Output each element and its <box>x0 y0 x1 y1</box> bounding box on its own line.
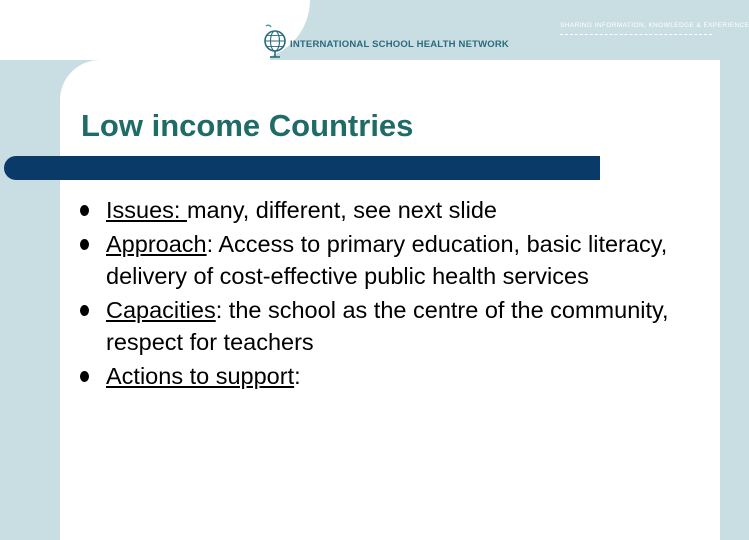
bullet-item-capacities <box>80 294 700 358</box>
bullet-icon <box>80 371 89 382</box>
bullet-text: : the school as the centre of the community, respect for teachers <box>106 297 669 355</box>
bullet-icon <box>80 205 89 216</box>
organization-name: INTERNATIONAL SCHOOL HEALTH NETWORK <box>290 38 509 50</box>
bullet-label: Actions to support <box>106 363 295 389</box>
title-bar <box>4 156 600 180</box>
tagline: SHARING INFORMATION, KNOWLEDGE & EXPERIENCE <box>560 22 749 29</box>
bullet-item-approach <box>80 228 700 292</box>
network-logo <box>262 20 509 64</box>
bullet-label: Issues: <box>106 197 187 223</box>
bullet-text: : <box>294 363 301 389</box>
slide-title: Low income Countries <box>81 108 414 143</box>
bullet-label: Capacities <box>106 297 216 323</box>
bullet-label: Approach <box>106 231 207 257</box>
bullet-item-issues <box>80 194 700 226</box>
bullet-list <box>80 194 700 394</box>
tagline-divider <box>560 34 712 35</box>
bullet-text: : Access to primary education, basic literacy, delivery of cost-effective public health services <box>106 231 668 289</box>
bullet-icon <box>80 239 89 250</box>
bullet-text: many, different, see next slide <box>186 197 498 223</box>
bullet-icon <box>80 305 89 316</box>
bullet-item-actions <box>80 360 700 392</box>
globe-icon <box>262 24 288 60</box>
left-band <box>0 0 60 540</box>
